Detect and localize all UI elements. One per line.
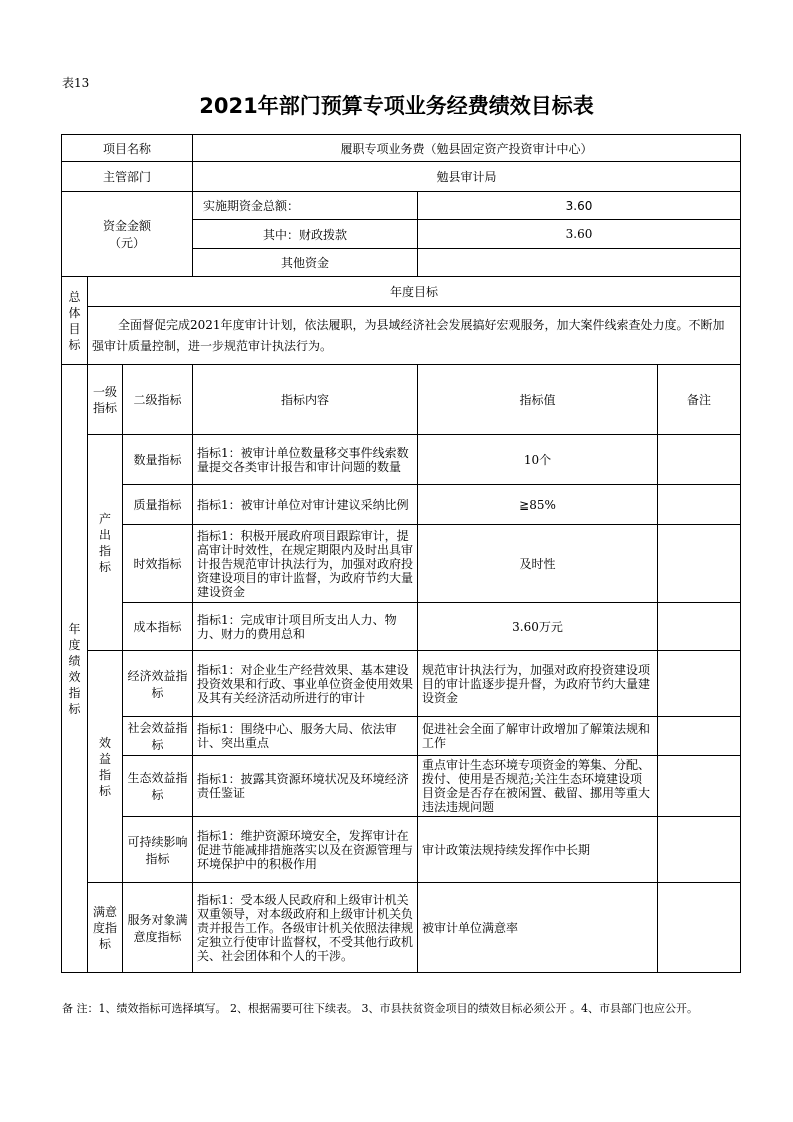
- group-label-char: 标: [98, 936, 111, 951]
- satisfaction-indicators-label: [88, 883, 123, 973]
- indicators-side-char: 指: [68, 685, 81, 700]
- total-funds-value: 3.60: [418, 192, 741, 220]
- group-label-char: 标: [98, 783, 111, 798]
- table-row: [62, 651, 741, 717]
- performance-target-table: [61, 134, 741, 973]
- remark-cell: [658, 717, 741, 756]
- remark-cell: [658, 651, 741, 717]
- table-row: [62, 485, 741, 525]
- annual-goal-text: 全面督促完成2021年度审计计划，依法履职，为县域经济社会发展搞好宏观服务，加大案件线索查处力度。不断加强审计质量控制，进一步规范审计执法行为。: [88, 307, 741, 365]
- group-label-char: 满意: [92, 904, 117, 919]
- remark-cell: [658, 817, 741, 883]
- table-row: [62, 525, 741, 603]
- group-label-char: 度指: [92, 920, 117, 935]
- content-cell: 指标1：披露其资源环境状况及环境经济责任鉴证: [193, 756, 418, 817]
- project-name-label: 项目名称: [62, 135, 193, 162]
- level2-cell: 时效指标: [123, 525, 193, 603]
- value-cell: 3.60万元: [418, 603, 658, 651]
- table-row: [62, 883, 741, 973]
- content-cell: 指标1：对企业生产经营效果、基本建设投资效果和行政、事业单位资金使用效果及其有关经济活动所进行的审计: [193, 651, 418, 717]
- remark-cell: [658, 435, 741, 485]
- fiscal-funds-value: 3.60: [418, 220, 741, 249]
- value-cell: 被审计单位满意率: [418, 883, 658, 973]
- level2-cell: 社会效益指标: [123, 717, 193, 756]
- remark-cell: [658, 485, 741, 525]
- content-cell: 指标1：围绕中心、服务大局、依法审计、突出重点: [193, 717, 418, 756]
- level2-cell: 生态效益指标: [123, 756, 193, 817]
- funds-label-line2: （元）: [109, 236, 146, 250]
- level2-cell: 可持续影响指标: [123, 817, 193, 883]
- value-cell: 促进社会全面了解审计政增加了解策法规和工作: [418, 717, 658, 756]
- department-value: 勉县审计局: [193, 162, 741, 192]
- funds-label-line1: 资金金额: [103, 219, 152, 233]
- level2-cell: 质量指标: [123, 485, 193, 525]
- level2-cell: 数量指标: [123, 435, 193, 485]
- remark-cell: [658, 883, 741, 973]
- group-label-char: 出: [98, 527, 111, 542]
- benefit-indicators-label: [88, 651, 123, 883]
- other-funds-value: [418, 249, 741, 277]
- funds-label: [62, 192, 193, 277]
- group-label-char: 指: [98, 767, 111, 782]
- content-header: 指标内容: [193, 365, 418, 435]
- remark-header: 备注: [658, 365, 741, 435]
- fiscal-funds-label: 其中：财政拨款: [193, 220, 418, 249]
- table-row: [62, 435, 741, 485]
- group-label-char: 标: [98, 559, 111, 574]
- value-cell: 重点审计生态环境专项资金的筹集、分配、拨付、使用是否规范;关注生态环境建设项目资金是否存在被闲置、截留、挪用等重大违法违规问题: [418, 756, 658, 817]
- value-cell: 审计政策法规持续发挥作中长期: [418, 817, 658, 883]
- group-label-char: 益: [98, 751, 111, 766]
- other-funds-label: 其他资金: [193, 249, 418, 277]
- content-cell: 指标1：积极开展政府项目跟踪审计，提高审计时效性，在规定期限内及时出具审计报告规范审计执法行为，加强对政府投资建设项目的审计监督，为政府节约大量建设资金: [193, 525, 418, 603]
- level2-header: 二级指标: [123, 365, 193, 435]
- group-label-char: 效: [98, 735, 111, 750]
- total-funds-label: 实施期资金总额：: [193, 192, 418, 220]
- annual-indicators-side-label: [62, 365, 88, 973]
- content-cell: 指标1：维护资源环境安全，发挥审计在促进节能减排措施落实以及在资源管理与环境保护中的积极作用: [193, 817, 418, 883]
- footer-note: 备 注：1、绩效指标可选择填写。 2、根据需要可往下续表。 3、市县扶贫资金项目的绩效目标必须公开 。4、市县部门也应公开。: [62, 1002, 698, 1015]
- table-number: 表13: [62, 76, 90, 90]
- content-cell: 指标1：被审计单位对审计建议采纳比例: [193, 485, 418, 525]
- content-cell: 指标1：受本级人民政府和上级审计机关双重领导，对本级政府和上级审计机关负责并报告工作。各级审计机关依照法律规定独立行使审计监督权，不受其他行政机关、社会团体和个人的干涉。: [193, 883, 418, 973]
- overall-side-char: 总: [68, 289, 81, 304]
- remark-cell: [658, 525, 741, 603]
- level2-cell: 服务对象满意度指标: [123, 883, 193, 973]
- overall-side-char: 标: [68, 337, 81, 352]
- level2-cell: 成本指标: [123, 603, 193, 651]
- indicators-side-char: 绩: [68, 653, 81, 668]
- indicators-side-char: 标: [68, 701, 81, 716]
- group-label-char: 指: [98, 543, 111, 558]
- value-cell: 规范审计执法行为，加强对政府投资建设项目的审计监逐步提升督，为政府节约大量建设资金: [418, 651, 658, 717]
- content-cell: 指标1：被审计单位数量移交事件线索数量提交各类审计报告和审计问题的数量: [193, 435, 418, 485]
- table-row: [62, 756, 741, 817]
- output-indicators-label: [88, 435, 123, 651]
- value-header: 指标值: [418, 365, 658, 435]
- table-row: [62, 817, 741, 883]
- level1-header: 一级指标: [88, 365, 123, 435]
- table-row: [62, 603, 741, 651]
- value-cell: ≧85%: [418, 485, 658, 525]
- department-label: 主管部门: [62, 162, 193, 192]
- group-label-char: 产: [98, 511, 111, 526]
- overall-goal-side-label: [62, 277, 88, 365]
- overall-side-char: 体: [68, 305, 81, 320]
- level2-cell: 经济效益指标: [123, 651, 193, 717]
- value-cell: 10个: [418, 435, 658, 485]
- remark-cell: [658, 756, 741, 817]
- indicators-side-char: 度: [68, 637, 81, 652]
- value-cell: 及时性: [418, 525, 658, 603]
- project-name-value: 履职专项业务费（勉县固定资产投资审计中心）: [193, 135, 741, 162]
- page-title: 2021年部门预算专项业务经费绩效目标表: [199, 94, 594, 118]
- indicators-side-char: 效: [68, 669, 81, 684]
- indicators-side-char: 年: [68, 621, 81, 636]
- content-cell: 指标1：完成审计项目所支出人力、物力、财力的费用总和: [193, 603, 418, 651]
- overall-side-char: 目: [68, 321, 81, 336]
- table-row: [62, 717, 741, 756]
- remark-cell: [658, 603, 741, 651]
- annual-goal-header: 年度目标: [88, 277, 741, 307]
